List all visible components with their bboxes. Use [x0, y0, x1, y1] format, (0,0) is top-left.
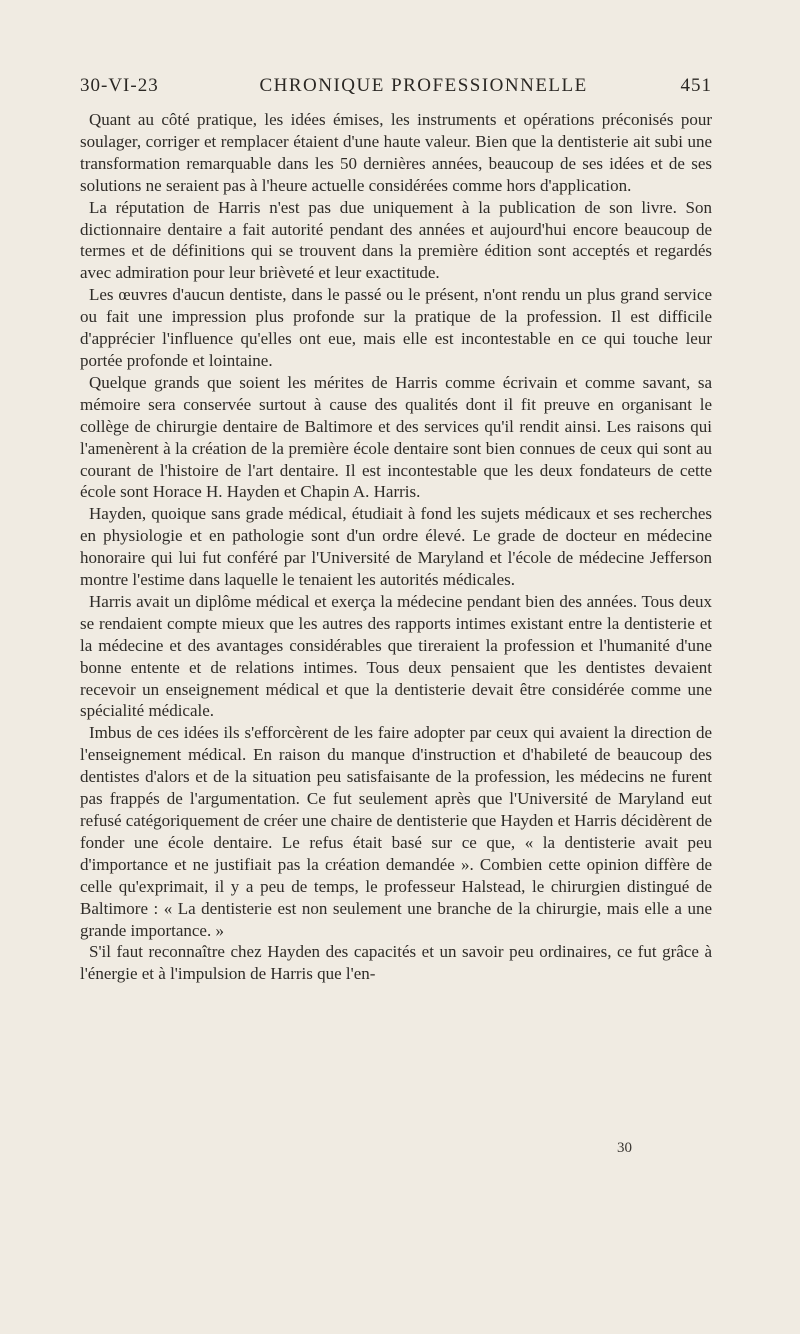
page-number: 451 [680, 75, 712, 96]
paragraph: La réputation de Harris n'est pas due uniquement à la publication de son livre. Son dictionnaire dentaire a fait autorité pendant des années et aujourd'hui encore beaucoup de termes et de définitions qui se trouvent dans la première édition sont acceptés et regardés avec admiration pour leur brièveté et leur exactitude. [80, 197, 712, 283]
paragraph: Les œuvres d'aucun dentiste, dans le passé ou le présent, n'ont rendu un plus grand service ou fait une impression plus profonde sur la pratique de la profession. Il est difficile d'apprécier l'influence qu'elles ont eue, mais elle est incontestable en ce qui touche leur portée profonde et lointaine. [80, 285, 712, 370]
signature-mark: 30 [617, 1140, 632, 1156]
paragraph: Quelque grands que soient les mérites de Harris comme écrivain et comme savant, sa mémoire sera conservée surtout à cause des qualités dont il fit preuve en organisant le collège de chirurgie dentaire de Baltimore et des services qu'il rendit ainsi. Les raisons qui l'amenèrent à la création de la première école dentaire sont bien connues de ceux qui sont au courant de l'histoire de l'art dentaire. Il est incontestable que les deux fondateurs de cette école sont Horace H. Hayden et Chapin A. Harris. [80, 372, 712, 502]
paragraph: S'il faut reconnaître chez Hayden des capacités et un savoir peu ordinaires, ce fut grâce à l'énergie et à l'impulsion de Harris que l'en- [80, 942, 712, 984]
header-title: CHRONIQUE PROFESSIONNELLE [259, 75, 588, 96]
paragraph: Quant au côté pratique, les idées émises, les instruments et opérations préconisés pour soulager, corriger et remplacer étaient d'une haute valeur. Bien que la dentisterie ait subi une transformation remarquable dans les 50 dernières années, beaucoup de ses idées et de ses solutions ne seraient pas à l'heure actuelle considérées comme hors d'application. [80, 110, 712, 195]
running-header [80, 75, 712, 109]
page [80, 75, 712, 985]
paragraph: Harris avait un diplôme médical et exerça la médecine pendant bien des années. Tous deux se rendaient compte mieux que les autres des rapports intimes existant entre la dentisterie et la médecine et des avantages considérables que tireraient la profession et l'humanité d'une bonne entente et de relations intimes. Tous deux pensaient que les dentistes devaient recevoir un enseignement médical et que la dentisterie devait être considérée comme une spécialité médicale. [80, 591, 712, 721]
paragraph: Imbus de ces idées ils s'efforcèrent de les faire adopter par ceux qui avaient la direction de l'enseignement médical. En raison du manque d'instruction et d'habileté de beaucoup des dentistes d'alors et de la situation peu satisfaisante de la profession, les médecins ne furent pas frappés de l'argumentation. Ce fut seulement après que l'Université de Maryland eut refusé catégoriquement de créer une chaire de dentisterie que Hayden et Harris décidèrent de fonder une école dentaire. Le refus était basé sur ce que, « la dentisterie avait peu d'importance et ne justifiait pas la création demandée ». Combien cette opinion diffère de celle qu'exprimait, il y a peu de temps, le professeur Halstead, le chirurgien distingué de Baltimore : « La dentisterie est non seulement une branche de la chirurgie, mais elle a une grande importance. » [80, 723, 712, 940]
body-text [80, 109, 712, 985]
paragraph: Hayden, quoique sans grade médical, étudiait à fond les sujets médicaux et ses recherches en physiologie et en pathologie sont d'un ordre élevé. Le grade de docteur en médecine honoraire qui lui fut conféré par l'Université de Maryland et l'école de médecine Jefferson montre l'estime dans laquelle le tenaient les autorités médicales. [80, 504, 712, 590]
header-date: 30-VI-23 [80, 75, 159, 96]
